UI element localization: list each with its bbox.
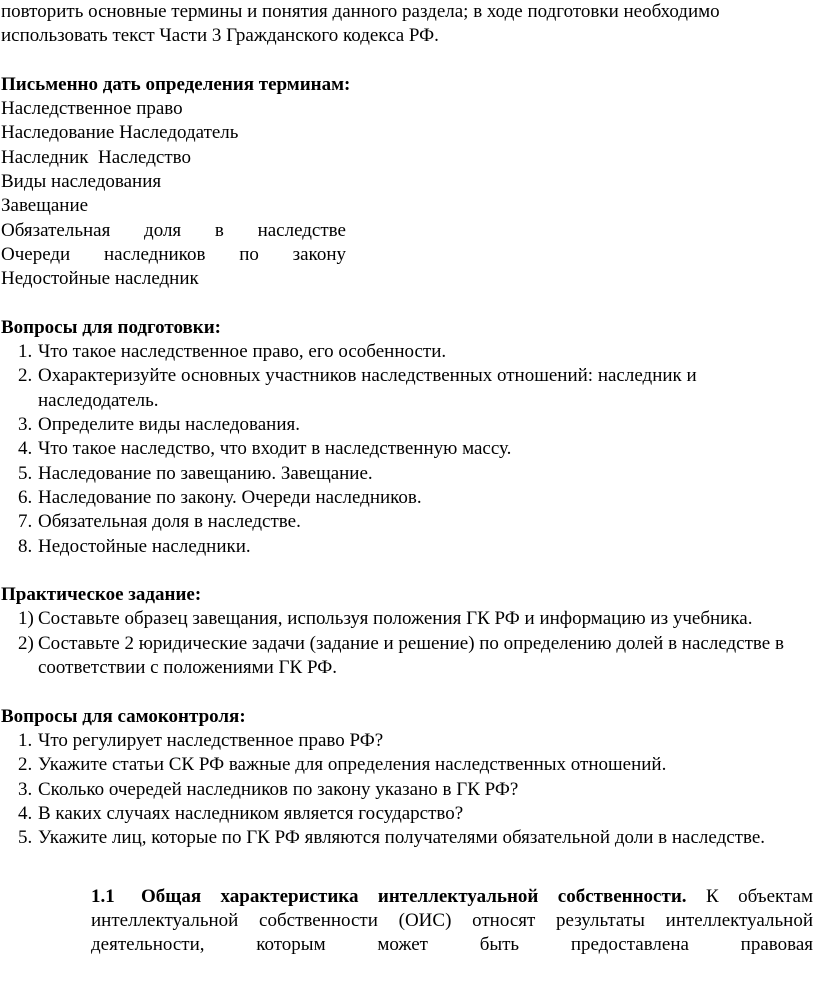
list-number: 4. [18, 802, 33, 824]
section-heading-text [141, 885, 813, 909]
selfcheck-heading: Вопросы для самоконтроля: [1, 705, 246, 727]
list-number: 3. [18, 778, 33, 800]
term-item: Наследник Наследство [1, 146, 191, 168]
term-word: по [239, 243, 259, 265]
list-number: 1. [18, 729, 33, 751]
list-item [1, 340, 813, 364]
list-text: Охарактеризуйте основных участников наследственных отношений: наследник и наследодатель. [38, 365, 697, 411]
spacer [1, 49, 813, 73]
list-item [1, 753, 813, 777]
list-number: 2) [18, 632, 34, 654]
list-text: Составьте 2 юридические задачи (задание и решение) по определению долей в наследстве в соответствии с положениями ГК РФ. [38, 632, 784, 679]
intro-line-1: повторить основные термины и понятия данного раздела; в ходе подготовки необходимо [1, 1, 720, 22]
list-text: Наследование по закону. Очереди наследников. [38, 486, 422, 508]
list-text: Недостойные наследники. [38, 535, 251, 557]
term-word: наследстве [257, 219, 346, 241]
prep-heading: Вопросы для подготовки: [1, 316, 222, 338]
list-text: В каких случаях наследником является государство? [38, 802, 464, 824]
list-item [1, 437, 813, 461]
intro-line-2: использовать текст Части 3 Гражданского кодекса РФ. [1, 25, 439, 47]
terms-heading: Письменно дать определения терминам: [1, 73, 351, 95]
term-item: Виды наследования [1, 171, 162, 193]
list-item [1, 607, 813, 631]
term-word: закону [292, 243, 346, 265]
spacer [1, 292, 813, 316]
list-item [1, 413, 813, 437]
term-word: в [214, 219, 224, 241]
term-item: Наследственное право [1, 98, 183, 120]
term-word: Обязательная [1, 219, 111, 241]
list-text: Определите виды наследования. [38, 414, 300, 436]
list-number: 6. [18, 486, 33, 508]
list-number: 1. [18, 341, 33, 363]
term-item-justified [1, 243, 346, 267]
term-word: доля [144, 219, 182, 241]
list-text: Обязательная доля в наследстве. [38, 511, 301, 533]
spacer [1, 850, 813, 874]
prep-questions-list [1, 340, 813, 559]
term-item: Завещание [1, 195, 89, 217]
list-item [1, 364, 813, 413]
list-text: Сколько очередей наследников по закону указано в ГК РФ? [38, 778, 519, 800]
selfcheck-questions-list [1, 729, 813, 850]
spacer [1, 680, 813, 704]
list-number: 1) [18, 608, 34, 630]
list-item [1, 486, 813, 510]
section-lead: К объектам [686, 885, 813, 907]
list-number: 2. [18, 365, 33, 387]
list-item [1, 778, 813, 802]
list-text: Наследование по завещанию. Завещание. [38, 462, 373, 484]
term-word: наследников [103, 243, 206, 265]
term-word: Очереди [1, 243, 71, 265]
list-number: 3. [18, 414, 33, 436]
list-text: Составьте образец завещания, используя положения ГК РФ и информацию из учебника. [38, 608, 753, 630]
list-number: 4. [18, 438, 33, 460]
list-number: 5. [18, 462, 33, 484]
list-text: Что такое наследственное право, его особенности. [38, 341, 447, 363]
list-number: 5. [18, 827, 33, 849]
document-page [1, 0, 813, 958]
section-heading-line [91, 885, 813, 909]
list-item [1, 510, 813, 534]
practice-heading: Практическое задание: [1, 584, 202, 606]
section-body-line: интеллектуальной собственности (ОИС) относят результаты интеллектуальной [91, 909, 813, 931]
section-title: Общая характеристика интеллектуальной собственности. [141, 885, 687, 907]
list-number: 8. [18, 535, 33, 557]
list-item [1, 802, 813, 826]
list-item [1, 462, 813, 486]
section-1-1 [1, 885, 813, 958]
term-item: Наследование Наследодатель [1, 122, 239, 144]
list-number: 7. [18, 511, 33, 533]
term-item-justified [1, 219, 346, 243]
list-text: Что регулирует наследственное право РФ? [38, 729, 384, 751]
section-body-line: деятельности, которым может быть предоставлена правовая [91, 934, 813, 956]
list-number: 2. [18, 754, 33, 776]
list-item [1, 632, 813, 681]
list-item [1, 826, 813, 850]
list-item [1, 535, 813, 559]
term-item: Недостойные наследник [1, 268, 199, 290]
list-text: Укажите статьи СК РФ важные для определения наследственных отношений. [38, 754, 667, 776]
list-text: Что такое наследство, что входит в наследственную массу. [38, 438, 512, 460]
list-item [1, 729, 813, 753]
section-number: 1.1 [91, 885, 115, 907]
practice-tasks-list [1, 607, 813, 680]
list-text: Укажите лиц, которые по ГК РФ являются получателями обязательной доли в наследстве. [38, 827, 766, 849]
spacer [1, 559, 813, 583]
